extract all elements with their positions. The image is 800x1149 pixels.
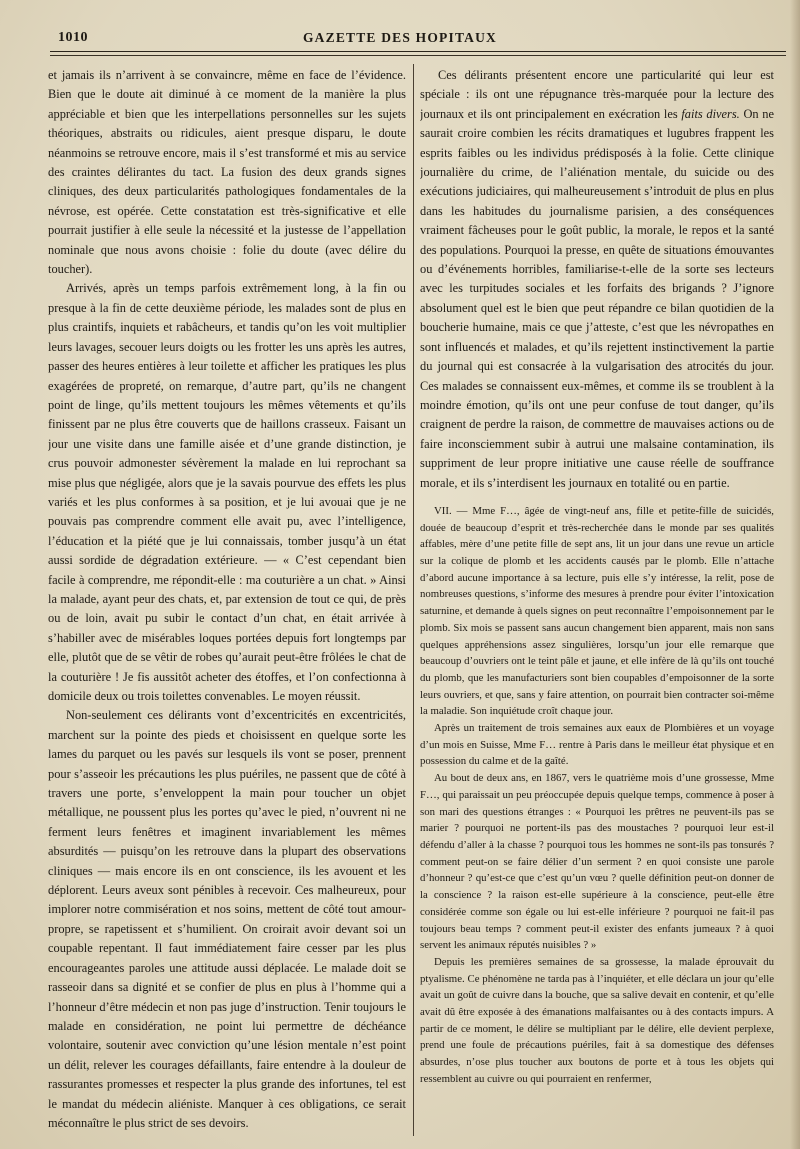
right-column [420,66,774,1138]
case-paragraph: Au bout de deux ans, en 1867, vers le quatrième mois d’une grossesse, Mme F…, qui paraissait un peu préoccupée depuis quelque temps, commence à poser à son mari des questions étranges : « Pourquoi les prêtres ne peuvent-ils pas se marier ? pourquoi ne portent-ils pas des moustaches ? pourquoi leur est-il défendu d’aller à la chasse ? pourquoi tous les hommes ne sont-ils pas tonsurés ? comment peut-on se faire délier d’un serment ? en quoi consiste une parole d’honneur ? qu’est-ce que c’est qu’un vœu ? quelle définition peut-on donner de la conscience ? la raison est-elle supérieure à la conscience, peut-elle être considérée comme son égale ou lui est-elle inférieure ? pourquoi ne fait-il pas toujours beau temps ? comment peut-il exister des enfants jumeaux ? à quoi servent les animaux réputés nuisibles ? » [420,772,774,952]
paragraph: et jamais ils n’arrivent à se convaincre, même en face de l’évidence. Bien que le doute ait diminué à ce moment de la manière la plus appréciable et bien que les interpellations personnelles sur les sujets théoriques, abstraits ou ridicules, aient presque disparu, le doute néanmoins se retrouve encore, mais il s’est transformé et mis au service des craintes délirantes du tact. La fusion des deux grands signes cliniques, des deux particularités pathologiques fondamentales de la névrose, est opérée. Cette constatation est très-significative et elle pourrait justifier à elle seule la nécessité et la justesse de l’appellation nominale que nous avons choisie : folie du doute (avec délire du toucher). [48,68,406,277]
case-observation: VII. — Mme F…, âgée de vingt-neuf ans, fille et petite-fille de suicidés, douée de beaucoup d’esprit et très-recherchée dans le monde par ses qualités affables, mère d’une petite fille de sept ans, lit un jour dans une revue un article sur la colique de plomb et les accidents causés par le plomb. Elle n’attache d’abord aucune importance à sa lecture, puis elle s’y intéresse, la relit, pose de nombreuses questions, s’informe des mesures à prendre pour éviter l’intoxication saturnine, et demande à quels signes on peut reconnaître l’empoisonnement par le plomb. Six mois se passent sans aucun changement bien apparent, mais non sans quelques appréhensions assez singulières, lorsqu’un jour elle remarque que beaucoup d’ouvriers ont le teint pâle et jaune, et elle infère de là qu’ils ont touché du plomb, que les manufacturiers sont bien coupables d’empoisonner de la sorte leurs ouvriers, et que, sans y faire attention, on pourrait bien contracter soi-même la maladie. Son inquiétude croît chaque jour. [420,504,774,718]
page-header [0,0,800,50]
left-column [48,66,406,1138]
page-number: 1010 [58,30,88,45]
column-divider [413,64,414,1136]
paragraph-text: On ne saurait croire combien les récits dramatiques et lugubres frappent les esprits faibles ou les individus prédisposés à la folie. Cette clinique journalière du crime, de l’aliénation mentale, du suicide ou des exécutions judiciaires, qui malheureusement s’introduit de plus en plus dans les habitudes du journalisme parisien, a des conséquences vraiment fâcheuses pour le goût public, la morale, le repos et la santé des populations. Pourquoi la presse, en quête de situations émouvantes ou d’événements horribles, familiarise-t-elle de la sorte ses lecteurs avec les turpitudes sociales et les forfaits des brigands ? J’ignore absolument quel est le bien que peut répandre ce bilan quotidien de la boucherie humaine, mais ce que j’atteste, c’est que les névropathes en sont influencés et malades, et qu’ils rejettent instinctivement la partie du journal qui est consacrée à la vulgarisation des atrocités du jour. Ces malades se connaissent eux-mêmes, et comme ils se troublent à la moindre émotion, qu’ils ont une peur confuse de tout danger, qu’ils craignent de perdre la raison, de commettre de mauvaises actions ou de faire inconsciemment subir à autrui une malsaine contamination, ils suppriment de leur propre initiative une cause réelle de souffrance morale, et ils s’interdisent les journaux en totalité ou en partie. [420,106,774,490]
header-rule-thin [50,55,786,56]
paragraph-text: Ces délirants présentent encore une particularité qui leur est spéciale : ils ont une répugnance très-marquée pour la lecture des journaux et ils ont principalement en exécration les [420,68,774,121]
italic-phrase: faits divers. [681,106,740,121]
case-paragraph: Après un traitement de trois semaines aux eaux de Plombières et un voyage d’un mois en Suisse, Mme F… rentre à Paris dans le meilleur état physique et en possession du calme et de la gaîté. [420,722,774,768]
page-edge-shadow [790,0,800,1149]
paragraph: Arrivés, après un temps parfois extrêmement long, à la fin ou presque à la fin de cette deuxième période, les malades sont de plus en plus craintifs, inquiets et rabâcheurs, et tandis qu’on les voit multiplier leurs lavages, secouer leurs doigts ou les frotter les uns après les autres, passer des heures entières à leur toilette et afficher les pratiques les plus exagérées de propreté, on remarque, d’autre part, qu’ils ne changent point de linge, qu’ils mettent toujours les mêmes vêtements et qu’ils finissent par ne plus être couverts que de haillons crasseux. Faisant un jour une visite dans une famille aisée et d’une grande distinction, je crus pouvoir admonester sévèrement la malade en lui reprochant sa mise plus que négligée, alors que je la savais pourvue des effets les plus variés et les plus conformes à sa position, et je lui avouai que je ne pouvais pas comprendre comment elle avait pu, avec l’intelligence, l’éducation et la piété que je lui connaissais, tomber jusqu’à un état aussi sordide de dégradation extérieure. — « C’est cependant bien facile à comprendre, me répondit-elle : ma couturière a un chat. » Ainsi la malade, ayant peur des chats, et, par extension de tout ce qui, de près ou de loin, avait pu subir le contact d’un chat, en était arrivée à s’habiller avec de misérables loques portées depuis fort longtemps par elle, plutôt que de se vêtir de robes qu’aurait peut-être frôlées le chat de la couturière ! Je fis aussitôt acheter des étoffes, et l’on confectionna à domicile deux ou trois toilettes convenables. Le moyen réussit. [48,281,406,703]
paragraph: Non-seulement ces délirants vont d’excentricités en excentricités, marchent sur la pointe des pieds et choisissent en quelque sorte les lames du parquet ou les pavés sur lesquels ils vont se poser, prennent pour s’asseoir les précautions les plus puériles, ne passent que de côté à travers une porte, s’enveloppent la main pour toucher un objet métallique, ne poussent plus les portes qu’avec le pied, n’ouvrent ni ne ferment leurs fenêtres et imaginent invariablement les mêmes absurdités — puisqu’on les retrouve dans la plupart des observations cliniques — mais encore ils en ont conscience, ils les avouent et les déplorent. Leurs aveux sont pénibles à recevoir. Ces malheureux, pour implorer notre commisération et nos soins, mettent de côté tout amour-propre, se rapetissent et s’humilient. On croirait avoir devant soi un coupable repentant. Il faut immédiatement faire cesser par les plus encourageantes paroles une attitude aussi déplacée. Le malade doit se rasseoir dans sa dignité et se confier de plus en plus à l’homme qui a l’honneur d’être médecin et non pas juge d’instruction. Tenir toujours le malade en considération, ne point lui permettre de déchéance volontaire, soutenir avec conviction qu’une lésion mentale n’est point un délit, relever les courages défaillants, faire entendre à la douleur de rassurantes promesses et respecter la plus grande des infortunes, tel est le mandat du médecin aliéniste. Manquer à ces obligations, ce serait méconnaître le plus strict de ses devoirs. [48,708,406,1130]
journal-title: GAZETTE DES HOPITAUX [302,30,498,45]
case-paragraph: Depuis les premières semaines de sa grossesse, la malade éprouvait du ptyalisme. Ce phénomène ne tarda pas à l’inquiéter, et elle déclara un jour qu’elle avait un goût de cuivre dans la bouche, que sa salive devait en contenir, et qu’elle avait dû être exposée à des émanations malfaisantes ou à des contacts impurs. A partir de ce moment, le délire se multipliant par le délire, elle devient perplexe, prend une foule de précautions puériles, fait à sa domestique des défenses absurdes, n’ose plus toucher aux boutons de porte et à tous les objets qui ressemblent au cuivre ou qui pourraient en renfermer, [420,955,774,1085]
header-rule [50,51,786,52]
paragraph [420,66,774,493]
